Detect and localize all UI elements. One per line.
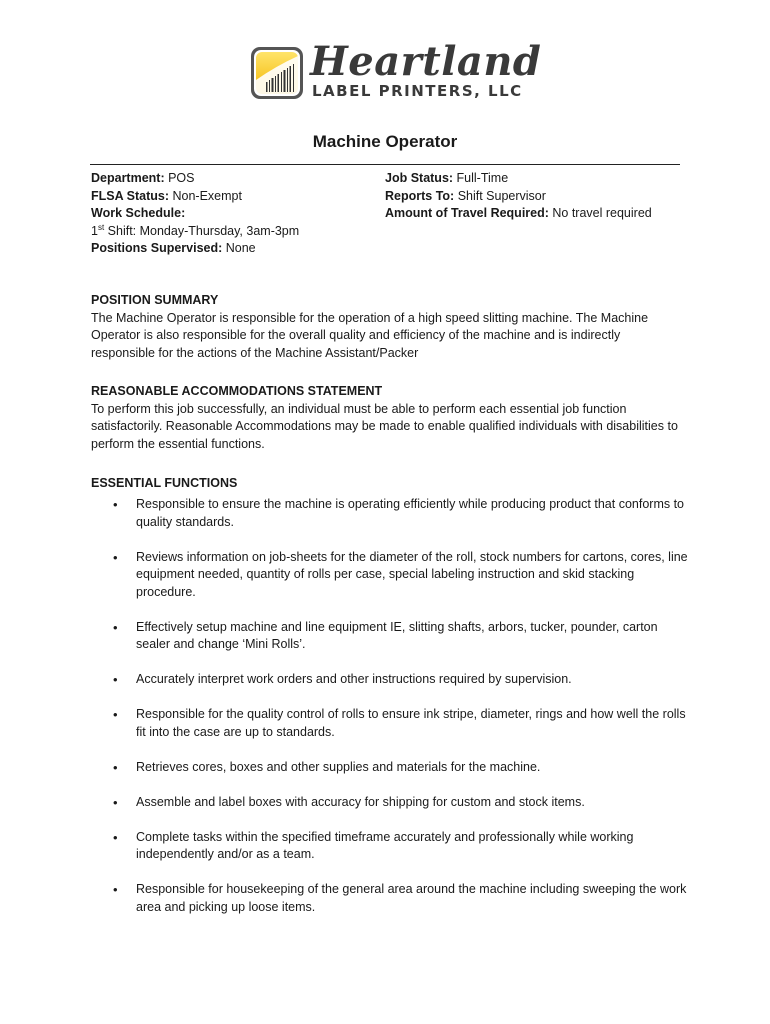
essential-functions-list bbox=[91, 496, 691, 934]
shift-suffix: st bbox=[97, 222, 105, 232]
logo-subline: LABEL PRINTERS, LLC bbox=[312, 82, 523, 100]
essential-function-item bbox=[91, 619, 691, 654]
essential-function-text: Responsible for housekeeping of the general area around the machine including sweeping the work area and picking up loose items. bbox=[136, 882, 687, 914]
flsa-value: Non-Exempt bbox=[169, 188, 242, 203]
accommodations-section bbox=[91, 383, 681, 453]
job-info-left bbox=[91, 170, 371, 258]
essential-function-text: Effectively setup machine and line equipment IE, slitting shafts, arbors, tucker, pounder, carton sealer and change ‘Mini Rolls’. bbox=[136, 619, 658, 651]
schedule-label: Work Schedule: bbox=[91, 206, 186, 220]
schedule-row bbox=[91, 205, 371, 223]
essential-function-item bbox=[91, 829, 691, 864]
job-status-label: Job Status: bbox=[385, 171, 454, 185]
bullet-glyph: • bbox=[113, 497, 118, 512]
essential-function-text: Reviews information on job-sheets for the diameter of the roll, stock numbers for cartons, cores, line equipment needed, quantity of rolls per case, special labeling instruction and skid stacking procedure. bbox=[136, 549, 688, 599]
supervised-value: None bbox=[222, 241, 256, 255]
bullet-glyph: • bbox=[113, 882, 118, 897]
bullet-glyph: • bbox=[113, 829, 118, 845]
bullet-glyph: • bbox=[113, 619, 118, 635]
job-info-right bbox=[385, 170, 685, 223]
supervised-label: Positions Supervised: bbox=[91, 241, 223, 255]
essential-function-text: Responsible for the quality control of rolls to ensure ink stripe, diameter, rings and how well the rolls fit into the case are up to standards. bbox=[136, 707, 686, 739]
position-summary-section bbox=[91, 292, 681, 362]
essential-function-item bbox=[91, 759, 691, 777]
bullet-glyph: • bbox=[113, 759, 118, 775]
job-status-row bbox=[385, 170, 685, 188]
company-logo bbox=[250, 38, 542, 102]
travel-row bbox=[385, 205, 685, 223]
bullet-glyph: • bbox=[113, 707, 118, 722]
accommodations-heading: REASONABLE ACCOMMODATIONS STATEMENT bbox=[91, 384, 383, 398]
essential-function-item bbox=[91, 549, 691, 602]
reports-to-row bbox=[385, 188, 685, 206]
label-roll-logo-icon bbox=[250, 46, 304, 100]
essential-function-text: Responsible to ensure the machine is operating efficiently while producing product that conforms to quality standards. bbox=[136, 497, 684, 529]
shift-text: Shift: Monday-Thursday, 3am-3pm bbox=[104, 223, 300, 238]
accommodations-body: To perform this job successfully, an individual must be able to perform each essential job function satisfactorily. Reasonable Accommodations may be made to enable qualified individuals with disabilities to perform the essential functions. bbox=[91, 401, 678, 451]
essential-function-item bbox=[91, 881, 691, 916]
supervised-row bbox=[91, 240, 371, 258]
reports-to-label: Reports To: bbox=[385, 188, 455, 203]
page-title: Machine Operator bbox=[312, 132, 458, 151]
bullet-glyph: • bbox=[113, 672, 118, 687]
travel-value: No travel required bbox=[548, 206, 652, 220]
position-summary-body: The Machine Operator is responsible for the operation of a high speed slitting machine. The Machine Operator is also responsible for the overall quality and efficiency of the machine and is indirectly responsible for the actions of the Machine Assistant/Packer bbox=[91, 310, 649, 360]
essential-functions-section bbox=[91, 475, 681, 493]
essential-function-item bbox=[91, 794, 691, 812]
flsa-label: FLSA Status: bbox=[91, 188, 170, 203]
essential-function-item bbox=[91, 706, 691, 741]
flsa-row bbox=[91, 188, 371, 206]
bullet-glyph: • bbox=[113, 794, 118, 810]
department-label: Department: bbox=[91, 171, 165, 185]
reports-to-value: Shift Supervisor bbox=[454, 188, 546, 203]
essential-function-item bbox=[91, 671, 691, 689]
title-divider bbox=[90, 164, 680, 165]
essential-function-item bbox=[91, 496, 691, 531]
department-value: POS bbox=[164, 171, 195, 185]
position-summary-heading: POSITION SUMMARY bbox=[91, 293, 219, 307]
bullet-glyph: • bbox=[113, 549, 118, 565]
shift-ordinal: 1 bbox=[91, 223, 98, 238]
shift-row bbox=[91, 223, 371, 241]
essential-function-text: Retrieves cores, boxes and other supplies and materials for the machine. bbox=[136, 759, 541, 774]
essential-function-text: Complete tasks within the specified timeframe accurately and professionally while working independently and/or as a team. bbox=[136, 829, 634, 861]
department-row bbox=[91, 170, 371, 188]
travel-label: Amount of Travel Required: bbox=[385, 206, 549, 220]
essential-function-text: Accurately interpret work orders and other instructions required by supervision. bbox=[136, 672, 572, 686]
essential-function-text: Assemble and label boxes with accuracy for shipping for custom and stock items. bbox=[136, 794, 585, 809]
essential-functions-heading: ESSENTIAL FUNCTIONS bbox=[91, 476, 238, 490]
logo-wordmark: Heartland bbox=[310, 38, 542, 85]
job-status-value: Full-Time bbox=[453, 171, 509, 185]
